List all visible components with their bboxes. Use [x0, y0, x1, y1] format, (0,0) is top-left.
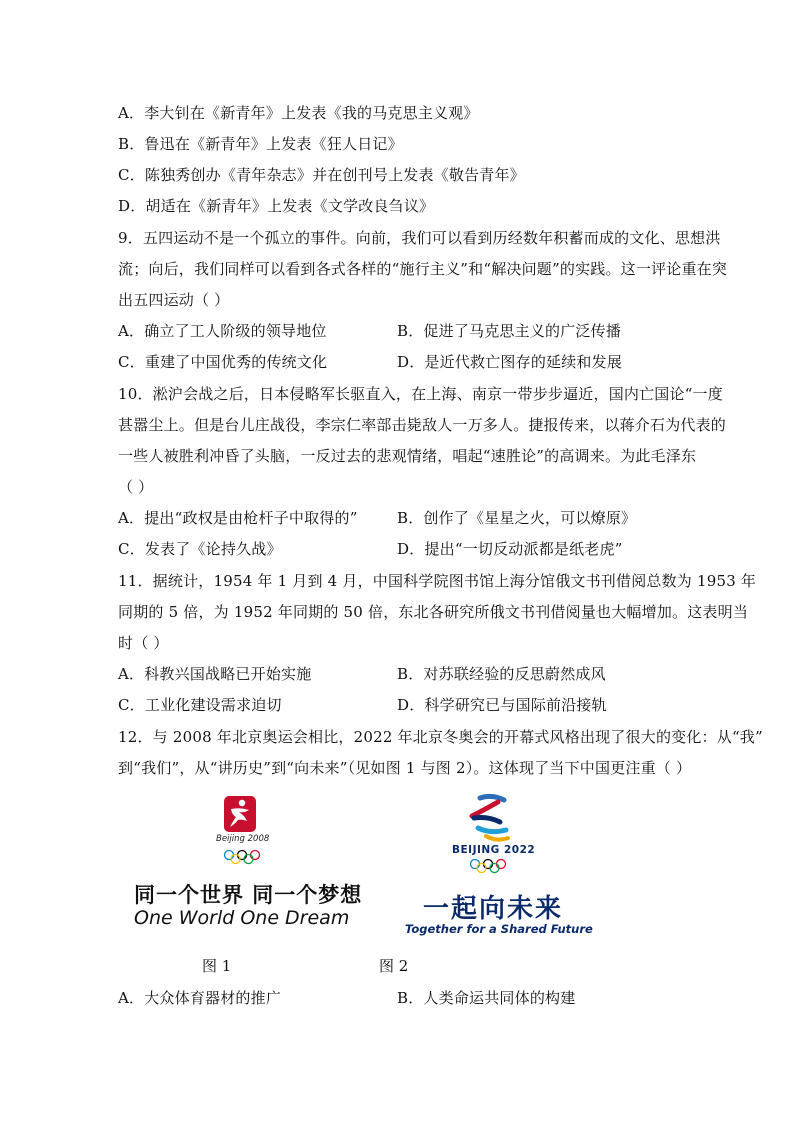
q12-option-a: A．大众体育器材的推广: [118, 989, 282, 1007]
q9-option-a: A．确立了工人阶级的领导地位: [118, 322, 327, 340]
q11-option-c: C．工业化建设需求迫切: [118, 696, 282, 714]
figure1-slogan-english: One World One Dream: [134, 907, 350, 929]
q8-option-c: C．陈独秀创办《青年杂志》并在创刊号上发表《敬告青年》: [118, 166, 525, 184]
figure2-caption: 图 2: [379, 957, 409, 975]
q12-option-b: B．人类命运共同体的构建: [397, 989, 576, 1007]
q8-option-b: B．鲁迅在《新青年》上发表《狂人日记》: [118, 135, 403, 153]
figure2-slogan-chinese: 一起向未来: [423, 894, 564, 924]
q8-option-a: A．李大钊在《新青年》上发表《我的马克思主义观》: [118, 104, 479, 122]
q12-stem-line-1: 12．与 2008 年北京奥运会相比，2022 年北京冬奥会的开幕式风格出现了很大的变化：从“我”: [118, 728, 763, 746]
q9-stem-line-2: 流；向后，我们同样可以看到各式各样的“施行主义”和“解决问题”的实践。这一评论重在突: [118, 260, 728, 278]
q11-stem-line-2: 同期的 5 倍，为 1952 年同期的 50 倍，东北各研究所俄文书刊借阅量也大幅增加。这表明当: [118, 603, 749, 621]
q9-option-d: D．是近代救亡图存的延续和发展: [397, 353, 623, 371]
beijing-2022-label: BEIJING 2022: [452, 844, 536, 856]
olympic-rings-icon: [222, 849, 264, 865]
q10-option-d: D．提出“一切反动派都是纸老虎”: [397, 540, 623, 558]
q10-stem-line-4: （ ）: [118, 478, 154, 496]
beijing-2008-label: Beijing 2008: [216, 834, 270, 844]
q11-option-d: D．科学研究已与国际前沿接轨: [397, 696, 607, 714]
q9-option-b: B．促进了马克思主义的广泛传播: [397, 322, 622, 340]
q10-stem-line-3: 一些人被胜利冲昏了头脑，一反过去的悲观情绪，唱起“速胜论”的高调来。为此毛泽东: [118, 447, 697, 465]
q10-option-c: C．发表了《论持久战》: [118, 540, 282, 558]
figure1-slogan-chinese: 同一个世界 同一个梦想: [134, 882, 363, 907]
q10-option-b: B．创作了《星星之火，可以燎原》: [397, 509, 637, 527]
olympic-rings-icon: [468, 858, 510, 874]
q10-option-a: A．提出“政权是由枪杆子中取得的”: [118, 509, 358, 527]
figure2-slogan-english: Together for a Shared Future: [405, 922, 593, 936]
winter-olympics-emblem-icon: [460, 792, 520, 846]
q12-stem-line-2: 到“我们”，从“讲历史”到“向未来”（见如图 1 与图 2）。这体现了当下中国更注重（ ）: [118, 759, 692, 777]
beijing-2022-emblem: [452, 792, 536, 882]
q11-option-b: B．对苏联经验的反思蔚然成风: [397, 665, 606, 683]
beijing-2008-emblem: [218, 794, 274, 868]
q11-stem-line-1: 11．据统计，1954 年 1 月到 4 月，中国科学院图书馆上海分馆俄文书刊借阅总数为 1953 年: [118, 572, 757, 590]
q10-stem-line-1: 10．淞沪会战之后，日本侵略军长驱直入，在上海、南京一带步步逼近，国内亡国论“一度: [118, 385, 723, 403]
q11-option-a: A．科教兴国战略已开始实施: [118, 665, 312, 683]
q9-stem-line-1: 9．五四运动不是一个孤立的事件。向前，我们可以看到历经数年积蓄而成的文化、思想洪: [118, 229, 721, 247]
q9-option-c: C．重建了中国优秀的传统文化: [118, 353, 328, 371]
q11-stem-line-3: 时（ ）: [118, 634, 169, 652]
q8-option-d: D．胡适在《新青年》上发表《文学改良刍议》: [118, 197, 435, 215]
q9-stem-line-3: 出五四运动（ ）: [118, 291, 230, 309]
q10-stem-line-2: 甚嚣尘上。但是台儿庄战役，李宗仁率部击毙敌人一万多人。捷报传来，以蒋介石为代表的: [118, 416, 727, 434]
figure1-caption: 图 1: [202, 957, 232, 975]
